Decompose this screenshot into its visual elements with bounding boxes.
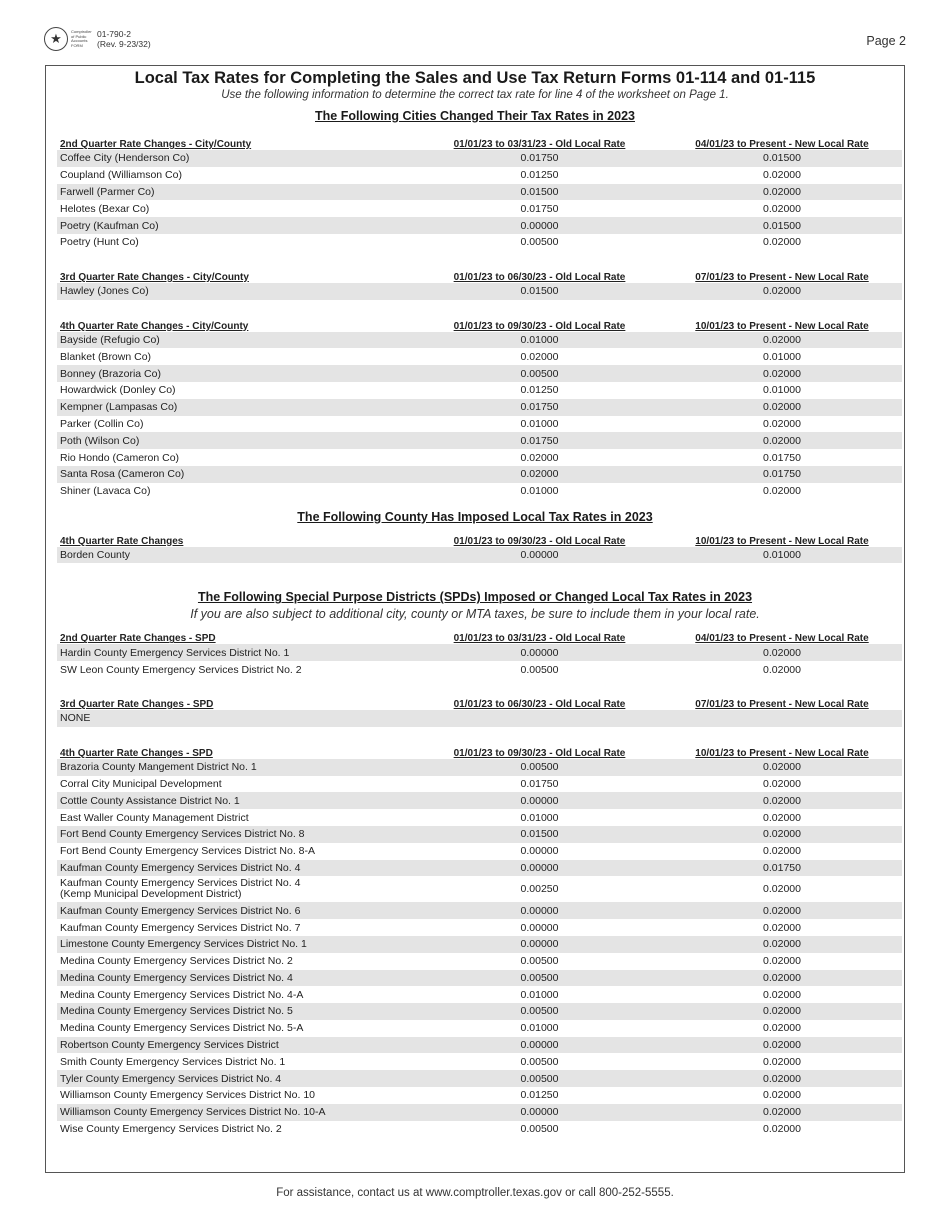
row-label: Coffee City (Henderson Co)	[57, 150, 417, 167]
old-rate: 0.01250	[520, 169, 559, 182]
row-label: Wise County Emergency Services District No. 2	[60, 1123, 282, 1136]
new-rate: 0.02000	[662, 826, 902, 843]
column-header: 07/01/23 to Present - New Local Rate	[695, 698, 869, 710]
new-rate: 0.02000	[763, 845, 801, 858]
row-label: Kempner (Lampasas Co)	[57, 399, 417, 416]
row-label: Cottle County Assistance District No. 1	[57, 792, 417, 809]
new-rate: 0.02000	[763, 1022, 801, 1035]
column-header: 01/01/23 to 09/30/23 - Old Local Rate	[453, 747, 626, 759]
cities-q4-table	[57, 316, 902, 500]
form-number-block	[97, 29, 151, 49]
new-rate: 0.01000	[662, 547, 902, 564]
row-label: Kaufman County Emergency Services District No. 4 (Kemp Municipal Development District)	[60, 877, 301, 901]
row-label: Poetry (Kaufman Co)	[57, 217, 417, 234]
table-header-row	[57, 628, 902, 644]
new-rate: 0.01000	[763, 384, 801, 397]
column-header: 2nd Quarter Rate Changes - City/County	[60, 139, 252, 150]
table-header-row	[57, 316, 902, 332]
old-rate: 0.00500	[417, 970, 662, 987]
column-header: 4th Quarter Rate Changes - City/County	[60, 320, 249, 332]
table-row	[57, 953, 902, 970]
new-rate: 0.02000	[662, 283, 902, 300]
new-rate: 0.02000	[662, 970, 902, 987]
table-row	[57, 1104, 902, 1121]
table-row	[57, 1070, 902, 1087]
old-rate: 0.00250	[520, 882, 559, 895]
new-rate: 0.02000	[662, 399, 902, 416]
new-rate: 0.01500	[662, 217, 902, 234]
old-rate: 0.01250	[520, 1089, 559, 1102]
form-revision: (Rev. 9-23/32)	[97, 39, 151, 49]
old-rate: 0.00000	[520, 845, 559, 858]
old-rate: 0.00000	[520, 921, 559, 934]
new-rate: 0.02000	[763, 1123, 801, 1136]
table-row	[57, 902, 902, 919]
table-row	[57, 1020, 902, 1037]
table-row	[57, 348, 902, 365]
old-rate: 0.02000	[520, 350, 559, 363]
row-label: Fort Bend County Emergency Services District No. 8	[57, 826, 417, 843]
old-rate: 0.01500	[417, 283, 662, 300]
column-header: 01/01/23 to 06/30/23 - Old Local Rate	[453, 698, 626, 710]
row-label: East Waller County Management District	[60, 811, 249, 824]
spd-section-heading: The Following Special Purpose Districts (SPDs) Imposed or Changed Local Tax Rates in 2023	[197, 590, 753, 605]
new-rate: 0.02000	[662, 1037, 902, 1054]
new-rate	[662, 710, 902, 727]
table-row	[57, 416, 902, 433]
table-row	[57, 986, 902, 1003]
table-row	[57, 936, 902, 953]
table-row	[57, 200, 902, 217]
table-row	[57, 1121, 902, 1138]
column-header: 04/01/23 to Present - New Local Rate	[695, 633, 869, 645]
table-row	[57, 184, 902, 201]
table-row	[57, 1003, 902, 1020]
table-row	[57, 399, 902, 416]
column-header: 01/01/23 to 03/31/23 - Old Local Rate	[453, 633, 626, 645]
old-rate: 0.00500	[520, 236, 559, 249]
old-rate: 0.01750	[417, 399, 662, 416]
column-header: 3rd Quarter Rate Changes - City/County	[60, 271, 249, 283]
old-rate: 0.01750	[417, 432, 662, 449]
row-label: NONE	[57, 710, 417, 727]
old-rate: 0.01000	[520, 811, 559, 824]
old-rate: 0.01500	[417, 826, 662, 843]
row-label: Howardwick (Donley Co)	[60, 384, 176, 397]
column-header: 04/01/23 to Present - New Local Rate	[695, 139, 869, 150]
row-label: Smith County Emergency Services District No. 1	[60, 1055, 286, 1068]
page-subtitle: Use the following information to determine the correct tax rate for line 4 of the worksheet on Page 1.	[221, 89, 729, 101]
row-label: Williamson County Emergency Services District No. 10	[60, 1089, 315, 1102]
table-row	[57, 826, 902, 843]
table-row	[57, 234, 902, 251]
new-rate: 0.02000	[763, 955, 801, 968]
table-row	[57, 644, 902, 661]
table-row	[57, 1087, 902, 1104]
table-row	[57, 860, 902, 877]
new-rate: 0.02000	[662, 365, 902, 382]
old-rate: 0.00000	[417, 936, 662, 953]
row-label: Helotes (Bexar Co)	[60, 202, 150, 215]
footer-contact: For assistance, contact us at www.comptroller.texas.gov or call 800-252-5555.	[276, 1187, 674, 1199]
new-rate: 0.02000	[763, 417, 801, 430]
table-row	[57, 759, 902, 776]
form-number: 01-790-2	[97, 29, 132, 39]
cities-q2-table	[57, 134, 902, 251]
row-label: Bayside (Refugio Co)	[57, 332, 417, 349]
row-label: Fort Bend County Emergency Services District No. 8-A	[60, 845, 316, 858]
old-rate: 0.00000	[417, 547, 662, 564]
old-rate: 0.01000	[520, 1022, 559, 1035]
row-label: Limestone County Emergency Services District No. 1	[57, 936, 417, 953]
old-rate: 0.00500	[417, 1003, 662, 1020]
row-label: Poth (Wilson Co)	[57, 432, 417, 449]
table-row	[57, 449, 902, 466]
row-label: Williamson County Emergency Services District No. 10-A	[57, 1104, 417, 1121]
row-label: Corral City Municipal Development	[60, 777, 222, 790]
column-header: 01/01/23 to 03/31/23 - Old Local Rate	[453, 139, 626, 150]
table-row	[57, 466, 902, 483]
row-label: Parker (Collin Co)	[60, 417, 144, 430]
table-row	[57, 365, 902, 382]
new-rate: 0.02000	[662, 936, 902, 953]
column-header: 4th Quarter Rate Changes - SPD	[60, 747, 213, 759]
table-row	[57, 167, 902, 184]
table-row	[57, 382, 902, 399]
row-label: Blanket (Brown Co)	[60, 350, 152, 363]
old-rate: 0.00500	[520, 955, 559, 968]
old-rate: 0.01750	[520, 777, 559, 790]
row-label: Coupland (Williamson Co)	[60, 169, 182, 182]
new-rate: 0.02000	[763, 988, 801, 1001]
spd-note: If you are also subject to additional city, county or MTA taxes, be sure to include them in your local rate.	[190, 607, 760, 622]
new-rate: 0.01750	[662, 466, 902, 483]
table-row	[57, 432, 902, 449]
row-label: Medina County Emergency Services District No. 4-A	[60, 988, 304, 1001]
column-header: 01/01/23 to 09/30/23 - Old Local Rate	[453, 320, 626, 332]
page-title: Local Tax Rates for Completing the Sales and Use Tax Return Forms 01-114 and 01-115	[134, 69, 816, 87]
old-rate: 0.00500	[417, 1070, 662, 1087]
column-header: 07/01/23 to Present - New Local Rate	[695, 271, 869, 283]
old-rate: 0.00000	[417, 644, 662, 661]
row-label: Medina County Emergency Services District No. 5	[57, 1003, 417, 1020]
column-header: 10/01/23 to Present - New Local Rate	[695, 747, 869, 759]
new-rate: 0.01500	[662, 150, 902, 167]
old-rate: 0.01500	[417, 184, 662, 201]
new-rate: 0.01750	[662, 860, 902, 877]
new-rate: 0.02000	[662, 432, 902, 449]
new-rate: 0.02000	[662, 1104, 902, 1121]
old-rate: 0.00000	[417, 792, 662, 809]
old-rate: 0.00000	[417, 1037, 662, 1054]
old-rate: 0.01000	[520, 417, 559, 430]
row-label: Farwell (Parmer Co)	[57, 184, 417, 201]
new-rate: 0.02000	[662, 332, 902, 349]
table-row	[57, 661, 902, 678]
old-rate: 0.00000	[417, 902, 662, 919]
row-label: Medina County Emergency Services District No. 2	[60, 955, 293, 968]
table-row	[57, 547, 902, 564]
column-header: 2nd Quarter Rate Changes - SPD	[60, 633, 216, 645]
new-rate: 0.02000	[763, 1055, 801, 1068]
table-row	[57, 792, 902, 809]
table-row	[57, 483, 902, 500]
table-row	[57, 809, 902, 826]
column-header: 10/01/23 to Present - New Local Rate	[695, 320, 869, 332]
table-row	[57, 217, 902, 234]
content-box	[45, 65, 905, 1173]
new-rate: 0.02000	[662, 902, 902, 919]
table-row	[57, 843, 902, 860]
row-label: Medina County Emergency Services District No. 5-A	[60, 1022, 304, 1035]
table-row	[57, 150, 902, 167]
new-rate: 0.02000	[662, 792, 902, 809]
row-label: Brazoria County Mangement District No. 1	[57, 759, 417, 776]
old-rate: 0.00000	[417, 217, 662, 234]
old-rate: 0.01750	[520, 202, 559, 215]
old-rate: 0.00000	[417, 1104, 662, 1121]
table-header-row	[57, 134, 902, 150]
table-row	[57, 776, 902, 793]
table-row	[57, 710, 902, 727]
new-rate: 0.02000	[763, 663, 801, 676]
table-header-row	[57, 531, 902, 547]
new-rate: 0.02000	[763, 202, 801, 215]
column-header: 01/01/23 to 09/30/23 - Old Local Rate	[453, 535, 626, 547]
table-row	[57, 919, 902, 936]
table-header-row	[57, 694, 902, 710]
table-header-row	[57, 743, 902, 759]
cities-section-heading: The Following Cities Changed Their Tax Rates in 2023	[315, 109, 635, 123]
form-header	[44, 27, 151, 51]
new-rate: 0.02000	[763, 236, 801, 249]
new-rate: 0.02000	[662, 1070, 902, 1087]
column-header: 10/01/23 to Present - New Local Rate	[695, 535, 869, 547]
row-label: Bonney (Brazoria Co)	[57, 365, 417, 382]
old-rate	[417, 710, 662, 727]
table-row	[57, 283, 902, 300]
old-rate: 0.02000	[520, 451, 559, 464]
old-rate: 0.01000	[520, 485, 559, 498]
old-rate: 0.01750	[417, 150, 662, 167]
table-row	[57, 876, 902, 902]
row-label: Hawley (Jones Co)	[57, 283, 417, 300]
column-header: 3rd Quarter Rate Changes - SPD	[60, 698, 214, 710]
table-row	[57, 1037, 902, 1054]
seal-text: Comptroller of Public Accounts FORM	[71, 29, 92, 48]
table-row	[57, 1053, 902, 1070]
old-rate: 0.00500	[417, 365, 662, 382]
spd-q2-table	[57, 628, 902, 678]
old-rate: 0.00500	[520, 663, 559, 676]
row-label: Rio Hondo (Cameron Co)	[60, 451, 180, 464]
table-row	[57, 970, 902, 987]
new-rate: 0.02000	[662, 759, 902, 776]
county-q4-table	[57, 531, 902, 564]
row-label: Robertson County Emergency Services District	[57, 1037, 417, 1054]
new-rate: 0.02000	[763, 485, 801, 498]
old-rate: 0.00500	[417, 759, 662, 776]
row-label: Kaufman County Emergency Services District No. 7	[60, 921, 301, 934]
spd-q3-table	[57, 694, 902, 727]
table-row	[57, 332, 902, 349]
new-rate: 0.02000	[662, 184, 902, 201]
row-label: Medina County Emergency Services District No. 4	[57, 970, 417, 987]
new-rate: 0.01750	[763, 451, 801, 464]
column-header: 4th Quarter Rate Changes	[60, 535, 184, 547]
old-rate: 0.00500	[520, 1123, 559, 1136]
spd-q4-table	[57, 743, 902, 1138]
texas-seal-icon: ★	[44, 27, 68, 51]
old-rate: 0.00500	[520, 1055, 559, 1068]
new-rate: 0.02000	[763, 811, 801, 824]
row-label: Santa Rosa (Cameron Co)	[57, 466, 417, 483]
new-rate: 0.02000	[662, 1003, 902, 1020]
page-number: Page 2	[866, 34, 906, 48]
old-rate: 0.01250	[520, 384, 559, 397]
county-section-heading: The Following County Has Imposed Local Tax Rates in 2023	[297, 509, 653, 524]
row-label: Poetry (Hunt Co)	[60, 236, 139, 249]
table-header-row	[57, 267, 902, 283]
new-rate: 0.02000	[763, 921, 801, 934]
row-label: Tyler County Emergency Services District No. 4	[57, 1070, 417, 1087]
new-rate: 0.02000	[763, 882, 801, 895]
old-rate: 0.00000	[417, 860, 662, 877]
column-header: 01/01/23 to 06/30/23 - Old Local Rate	[453, 271, 626, 283]
new-rate: 0.01000	[763, 350, 801, 363]
new-rate: 0.02000	[763, 1089, 801, 1102]
row-label: Borden County	[57, 547, 417, 564]
old-rate: 0.02000	[417, 466, 662, 483]
row-label: Kaufman County Emergency Services District No. 4	[57, 860, 417, 877]
row-label: Shiner (Lavaca Co)	[60, 485, 151, 498]
new-rate: 0.02000	[763, 169, 801, 182]
old-rate: 0.01000	[417, 332, 662, 349]
new-rate: 0.02000	[662, 644, 902, 661]
row-label: Hardin County Emergency Services District No. 1	[57, 644, 417, 661]
new-rate: 0.02000	[763, 777, 801, 790]
row-label: SW Leon County Emergency Services District No. 2	[60, 663, 302, 676]
row-label: Kaufman County Emergency Services District No. 6	[57, 902, 417, 919]
cities-q3-table	[57, 267, 902, 300]
old-rate: 0.01000	[520, 988, 559, 1001]
